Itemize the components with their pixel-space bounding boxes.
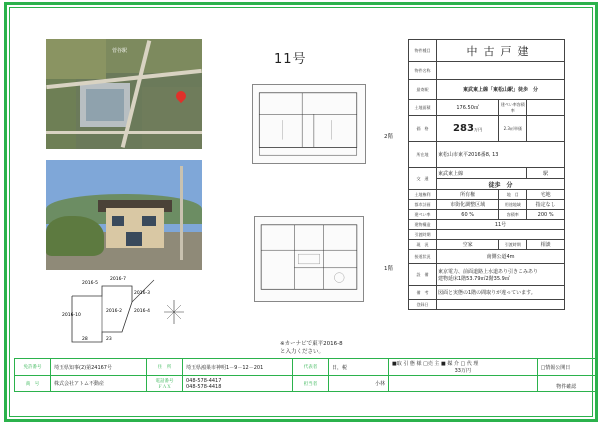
land-right-value: 所有権 bbox=[437, 190, 499, 200]
line-value: 東武東上線 bbox=[437, 168, 527, 179]
footer-table bbox=[14, 358, 596, 392]
license-value: 埼玉県知事(2)第24167号 bbox=[51, 359, 147, 376]
name-label: 物件名称 bbox=[409, 62, 437, 80]
access-value: 東武東上線「東松山駅」徒歩 分 bbox=[437, 80, 565, 100]
survey-label-7: 23 bbox=[106, 337, 112, 342]
zoning-value: 指定なし bbox=[527, 200, 565, 210]
equipment-label: 設 備 bbox=[409, 264, 437, 286]
land-cat-label: 地 目 bbox=[499, 190, 527, 200]
license-label: 免許番号 bbox=[15, 359, 51, 376]
address-value: 埼玉県鴻巣市神明1－9－12－201 bbox=[183, 359, 293, 376]
company-value: 株式会社アトム不動産 bbox=[51, 376, 147, 392]
price-unit: 万円 bbox=[473, 127, 483, 132]
structure-label: 建物構造 bbox=[409, 220, 437, 230]
survey-label-5: 2016-2 bbox=[106, 309, 122, 314]
far-unit: % bbox=[548, 211, 554, 218]
far-label: 容積率 bbox=[499, 210, 527, 220]
status-label: 現 況 bbox=[409, 240, 437, 250]
zoning-label: 用途地域 bbox=[499, 200, 527, 210]
type-value: 中古戸建 bbox=[437, 40, 565, 62]
floor-plan-lower bbox=[254, 216, 364, 302]
deal-option-2: □売 主 bbox=[423, 361, 440, 367]
survey-label-1: 2016-5 bbox=[82, 281, 98, 286]
status-value: 空家 bbox=[437, 240, 499, 250]
fax-value: 048-578-4418 bbox=[186, 383, 222, 390]
fax-label: ＦＡＸ bbox=[157, 384, 172, 390]
rep-value: 日，税 bbox=[329, 359, 389, 376]
updated-label: 登録日 bbox=[409, 300, 437, 310]
far-cell bbox=[527, 210, 565, 220]
city-plan-label: 都市計画 bbox=[409, 200, 437, 210]
type-label: 物件種目 bbox=[409, 40, 437, 62]
survey-label-3: 2016-3 bbox=[134, 291, 150, 296]
survey-label-6: 2016-4 bbox=[134, 309, 150, 314]
remarks-label: 備 考 bbox=[409, 286, 437, 300]
floor-label-lower: 1階 bbox=[384, 266, 393, 272]
public-date-label: □情報公開日 bbox=[537, 359, 595, 376]
tel-value: 048-578-4417 bbox=[186, 377, 222, 384]
note-line: と入力ください。 bbox=[280, 349, 325, 355]
navigation-note bbox=[280, 340, 343, 356]
location-value: 東松山市東平2016番8, 13 bbox=[437, 142, 565, 168]
tel-label: 電話番号 bbox=[155, 378, 174, 384]
price-value: 283 bbox=[453, 123, 474, 134]
structure-value: 11号 bbox=[437, 220, 565, 230]
price-cell bbox=[437, 116, 499, 142]
coverage-cell bbox=[437, 210, 499, 220]
equipment-cell bbox=[437, 264, 565, 286]
delivery-value: 相談 bbox=[527, 240, 565, 250]
access-label: 最寄駅 bbox=[409, 80, 437, 100]
contact-labels bbox=[147, 376, 183, 392]
coverage-unit: % bbox=[469, 211, 474, 218]
far-value: 200 bbox=[537, 211, 548, 218]
remarks-value: 図面と実態の1階の間取りが違っています。 bbox=[437, 286, 565, 300]
property-check-stamp: 物件確認 bbox=[537, 376, 595, 392]
staff-label: 担当者 bbox=[293, 376, 329, 392]
station-suffix: 駅 bbox=[527, 168, 565, 179]
flyer-sheet bbox=[4, 2, 598, 422]
location-label: 所在地 bbox=[409, 142, 437, 168]
city-plan-value: 市街化調整区域 bbox=[437, 200, 499, 210]
delivery-label-2: 引渡時期 bbox=[499, 240, 527, 250]
deal-option-4: □ 代 理 bbox=[460, 361, 479, 367]
building-value: 建物延床1階53.79㎡2階35.9㎡ bbox=[438, 275, 510, 282]
property-number: 11号 bbox=[274, 52, 307, 67]
contact-values bbox=[183, 376, 293, 392]
deal-option-1: ■取 引 態 様 bbox=[392, 361, 422, 367]
delivery-label: 引渡時期 bbox=[409, 230, 437, 240]
road-label: 接道状況 bbox=[409, 250, 437, 264]
property-info-table bbox=[408, 39, 565, 310]
deal-cell bbox=[389, 359, 538, 376]
survey-sketch bbox=[62, 272, 192, 344]
road-value: 南側公道4m bbox=[437, 250, 565, 264]
coverage-value: 60 bbox=[461, 211, 468, 218]
floor-label-upper: 2階 bbox=[384, 134, 393, 140]
price-label: 価 格 bbox=[409, 116, 437, 142]
aerial-map bbox=[46, 39, 202, 149]
deal-option-3: ■ 媒 介 bbox=[441, 361, 459, 367]
note-line: ※カーナビで東平2016-8 bbox=[280, 341, 343, 347]
house-photo bbox=[46, 160, 202, 270]
staff-value: 小林 bbox=[329, 376, 389, 392]
survey-label-8: 28 bbox=[82, 337, 88, 342]
flyer-inner-border bbox=[9, 7, 593, 417]
transport-label: 交 通 bbox=[409, 168, 437, 190]
company-label: 商 号 bbox=[15, 376, 51, 392]
walk-value: 徒歩 分 bbox=[437, 179, 565, 190]
survey-label-4: 2016-10 bbox=[62, 313, 81, 318]
equipment-value: 東京電力、前面道路上水道あり引きこみあり bbox=[438, 268, 539, 275]
north-arrow-icon bbox=[164, 300, 184, 324]
fee-value: 33万円 bbox=[454, 368, 471, 374]
land-right-label: 土地権利 bbox=[409, 190, 437, 200]
bldg-area-label: 建ぺい率容積率 bbox=[499, 100, 527, 116]
floor-plan-upper bbox=[252, 84, 366, 164]
land-area-label: 土地面積 bbox=[409, 100, 437, 116]
address-label: 住 所 bbox=[147, 359, 183, 376]
survey-label-2: 2016-7 bbox=[110, 277, 126, 282]
price-sub-label: 2.3㎡単価 bbox=[499, 116, 527, 142]
land-cat-value: 宅地 bbox=[527, 190, 565, 200]
land-area-value: 176.50㎡ bbox=[437, 100, 499, 116]
coverage-label: 建ぺい率 bbox=[409, 210, 437, 220]
map-station-label: 菅谷駅 bbox=[112, 48, 128, 54]
rep-label: 代表者 bbox=[293, 359, 329, 376]
